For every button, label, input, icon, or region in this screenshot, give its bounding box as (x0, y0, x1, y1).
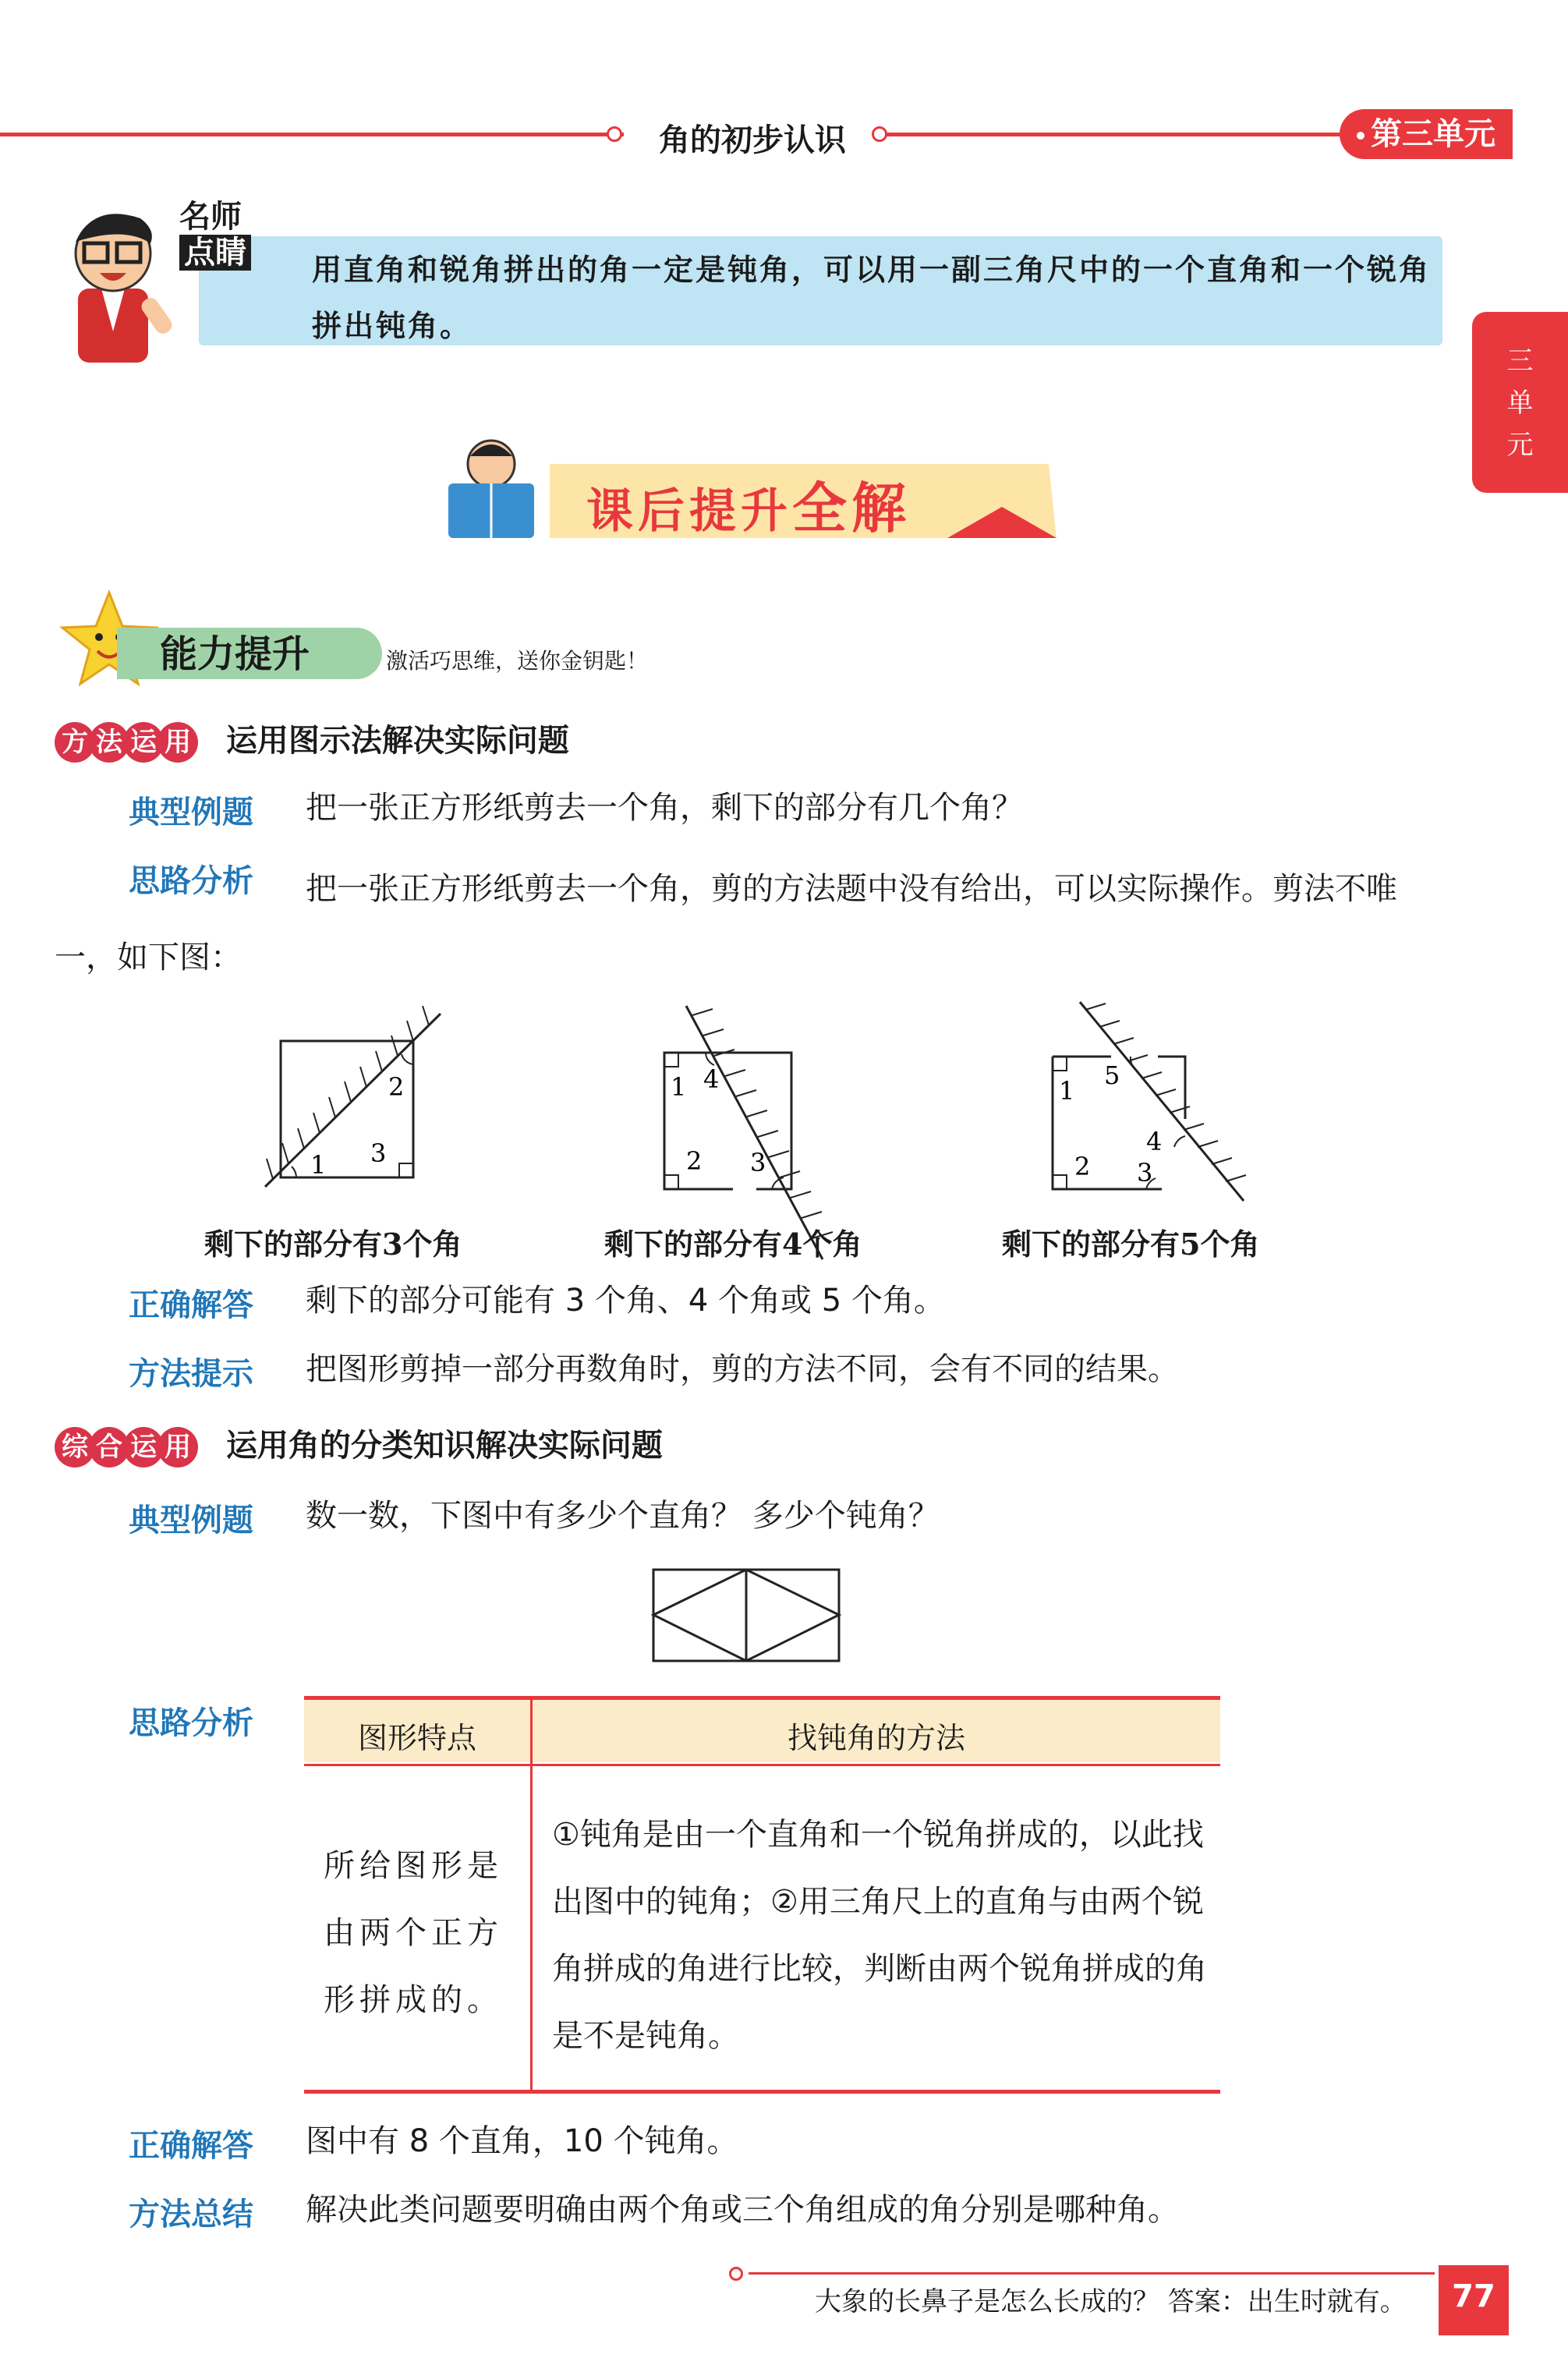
tip-badge-line2: 点睛 (179, 235, 251, 271)
answer-label: 正确解答 (129, 2128, 253, 2164)
answer-text: 图中有 8 个直角，10 个钝角。 (306, 2123, 738, 2159)
method-tag: 用 (158, 1427, 198, 1468)
ability-subtitle: 激活巧思维，送你金钥匙！ (386, 648, 649, 674)
page-number: 77 (1439, 2265, 1509, 2335)
unit-tab (1340, 109, 1513, 159)
angle-label: 3 (370, 1138, 387, 1168)
hint-label: 方法提示 (129, 1356, 253, 1392)
method-tag: 方 (55, 722, 95, 763)
header-rule-dot-left (607, 126, 622, 142)
example-text: 数一数，下图中有多少个直角？ 多少个钝角？ (306, 1498, 940, 1534)
figure-caption: 剩下的部分有3个角 (204, 1227, 462, 1262)
analysis-label: 思路分析 (129, 1705, 253, 1741)
table-cell-col1: 所给图形是由两个正方形拼成的。 (324, 1848, 503, 2018)
angle-label: 1 (1059, 1076, 1075, 1106)
cut-figure-3 (1037, 994, 1271, 1228)
angle-label: 2 (686, 1146, 703, 1176)
unit-tab-dot (1357, 132, 1364, 140)
ability-title: 能力提升 (160, 632, 310, 676)
method-tag: 运 (123, 722, 164, 763)
header-rule-dot-right (872, 126, 887, 142)
example-label: 典型例题 (129, 795, 253, 830)
section-banner-title (586, 465, 911, 543)
tip-text: 用直角和锐角拼出的角一定是钝角，可以用一副三角尺中的一个直角和一个锐角拼出钝角。 (312, 252, 1432, 343)
angle-label: 4 (703, 1064, 720, 1094)
example-text: 把一张正方形纸剪去一个角，剩下的部分有几个角？ (306, 790, 1023, 826)
tip-badge (179, 199, 312, 271)
table-column-divider (530, 1700, 533, 2094)
angle-label: 3 (1137, 1158, 1153, 1188)
angle-label: 5 (1104, 1060, 1120, 1090)
summary-label: 方法总结 (129, 2197, 253, 2232)
method-tag: 运 (123, 1427, 164, 1468)
hint-text: 把图形剪掉一部分再数角时，剪的方法不同，会有不同的结果。 (306, 1351, 1179, 1387)
unit-tab-label: 第三单元 (1371, 116, 1495, 152)
tip-badge-line1: 名师 (179, 199, 242, 235)
side-tab-char: 元 (1506, 430, 1534, 461)
figure-caption: 剩下的部分有4个角 (604, 1227, 862, 1262)
side-tab-char: 单 (1506, 388, 1534, 419)
method-tag: 综 (55, 1427, 95, 1468)
method1-heading-row (55, 716, 569, 763)
side-unit-tab (1472, 312, 1568, 493)
table-header-col1: 图形特点 (357, 1721, 476, 1755)
banner-part2: 全解 (792, 476, 911, 540)
example-label: 典型例题 (129, 1503, 253, 1538)
answer-label: 正确解答 (129, 1287, 253, 1323)
table-bottom-rule (304, 2090, 1220, 2094)
two-squares-figure (651, 1567, 842, 1665)
angle-label: 1 (310, 1150, 327, 1180)
analysis-text: 把一张正方形纸剪去一个角，剪的方法题中没有给出，可以实际操作。剪法不唯一，如下图： (55, 871, 1397, 975)
angle-label: 4 (1146, 1127, 1163, 1156)
table-cell-col2: ①钝角是由一个直角和一个锐角拼成的，以此找出图中的钝角；②用三角尺上的直角与由两个锐角拼成的角进行比较，判断由两个锐角拼成的角是不是钝角。 (552, 1817, 1207, 2054)
table-header-rule (304, 1764, 1220, 1766)
figure-caption: 剩下的部分有5个角 (1002, 1227, 1260, 1262)
table-header-col2: 找钝角的方法 (787, 1721, 965, 1755)
analysis-label: 思路分析 (129, 863, 253, 899)
method-tag: 用 (158, 722, 198, 763)
method-tag: 法 (89, 722, 129, 763)
angle-label: 2 (1074, 1152, 1091, 1181)
angle-label: 1 (671, 1072, 687, 1102)
method2-heading: 运用角的分类知识解决实际问题 (225, 1428, 663, 1464)
angle-label: 2 (388, 1072, 405, 1102)
side-tab-char: 三 (1506, 345, 1534, 377)
footer-rule (749, 2272, 1435, 2275)
method-tag: 合 (89, 1427, 129, 1468)
footer-riddle: 大象的长鼻子是怎么长成的？ 答案：出生时就有。 (815, 2286, 1407, 2317)
cut-figure-1 (250, 1006, 468, 1209)
answer-text: 剩下的部分可能有 3 个角、4 个角或 5 个角。 (306, 1283, 945, 1319)
footer-dot (729, 2267, 743, 2281)
chapter-title: 角的初步认识 (624, 115, 881, 160)
summary-text: 解决此类问题要明确由两个角或三个角组成的角分别是哪种角。 (306, 2192, 1179, 2228)
banner-part1: 课后提升 (586, 484, 792, 539)
angle-label: 3 (750, 1148, 766, 1177)
method2-heading-row (55, 1421, 663, 1468)
method1-heading: 运用图示法解决实际问题 (225, 723, 569, 759)
